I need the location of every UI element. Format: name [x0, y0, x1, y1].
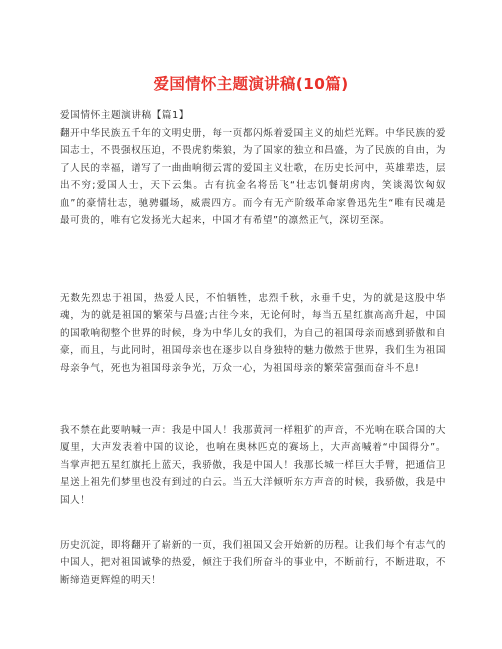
paragraph-2: 无数先烈忠于祖国，热爱人民，不怕牺牲，忠烈千秋，永垂千史，为的就是这股中华魂，为的就是祖国的繁荣与昌盛;古往今来，无论何时，每当五星红旗高高升起，中国的国歌响彻整个世界的时候，身为中华儿女的我们，为自己的祖国母亲而感到骄傲和自豪，而且，与此同时，祖国母亲也在逐步以自身独特的魅力傲然于世界，我们生为祖国母亲争气，死也为祖国母亲争光，万众一心，为祖国母亲的繁荣富强而奋斗不息! [60, 293, 446, 374]
document-subtitle: 爱国情怀主题演讲稿【篇1】 [60, 110, 190, 121]
paragraph-1: 翻开中华民族五千年的文明史册，每一页都闪烁着爱国主义的灿烂光辉。中华民族的爱国志士，不畏强权压迫，不畏虎豹柴狼，为了国家的独立和昌盛，为了民族的自由，为了人民的幸福，谱写了一曲曲响彻云霄的爱国主义壮歌，在历史长河中，英雄辈迭，层出不穷;爱国人士，天下云集。古有抗金名将岳飞“壮志饥餐胡虏肉，笑谈渴饮匈奴血”的豪情壮志，驰骋疆场，威震四方。而今有无产阶级革命家鲁迅先生“唯有民魂是最可贵的，唯有它发扬光大起来，中国才有希望”的凛然正气，深切至深。 [60, 128, 446, 227]
paragraph-3: 我不禁在此要呐喊一声：我是中国人！我那黄河一样粗犷的声音，不光响在联合国的大厦里，大声发表着中国的议论，也响在奥林匹克的赛场上，大声高喊着“中国得分”。当掌声把五星红旗托上蓝天，我骄傲，我是中国人！我那长城一样巨大手臂，把通信卫星送上祖先们梦里也没有到过的白云。当五大洋倾听东方声音的时候，我骄傲，我是中国人！ [60, 425, 446, 506]
document-title: 爱国情怀主题演讲稿(10篇) [153, 75, 349, 93]
paragraph-4: 历史沉淀，即将翻开了崭新的一页，我们祖国又会开始新的历程。让我们每个有志气的中国人，把对祖国诚挚的热爱，倾注于我们所奋斗的事业中，不断前行，不断进取，不断缔造更辉煌的明天！ [60, 540, 446, 586]
